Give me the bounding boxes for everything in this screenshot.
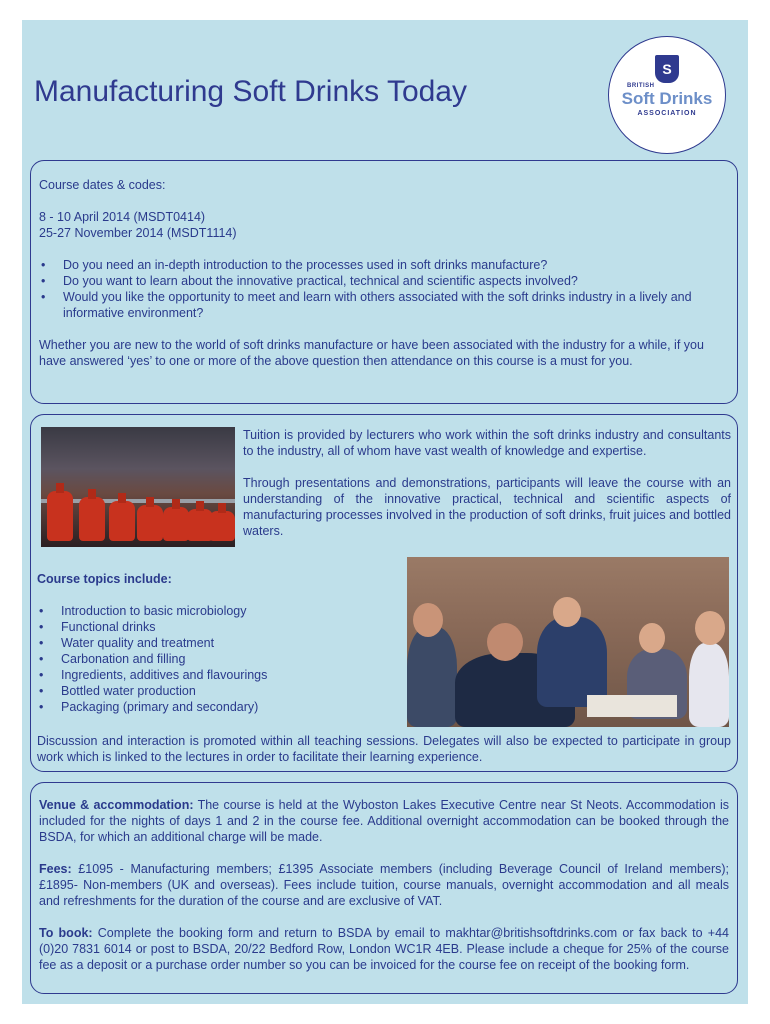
fees-label: Fees: — [39, 862, 72, 876]
venue-label: Venue & accommodation: — [39, 798, 194, 812]
list-item: • Introduction to basic microbiology — [37, 603, 397, 619]
list-item: • Functional drinks — [37, 619, 397, 635]
intro-paragraph: Tuition is provided by lecturers who work within the soft drinks industry and consultants to the industry, all of whom have vast wealth of knowledge and expertise. — [243, 428, 731, 458]
venue-text: The course is held at the Wyboston Lakes Executive Centre near St Neots. Accommodation is included for the nights of days 1 and 2 in the course fee. Additional overnight accommodation can be booked through the BSDA, for which an additional charge will be made. — [39, 798, 729, 844]
list-item: • Carbonation and filling — [37, 651, 397, 667]
book-label: To book: — [39, 926, 93, 940]
venue-paragraph — [39, 797, 729, 845]
tuition-box — [30, 414, 738, 772]
list-item: • Do you want to learn about the innovative practical, technical and scientific aspects involved? — [39, 273, 729, 289]
logo-british: BRITISH — [627, 83, 655, 89]
group-work-photo — [407, 557, 729, 727]
tuition-intro — [243, 427, 731, 539]
fees-text: £1095 - Manufacturing members; £1395 Associate members (including Beverage Council of Ireland members); £1895- Non-members (UK and overseas). Fees include tuition, course manuals, overnight accommodation and all meals and refreshments for the duration of the course and are exclusive of VAT. — [39, 862, 729, 908]
closing-paragraph: Whether you are new to the world of soft drinks manufacture or have been associated with the industry for a while, if you have answered ‘yes’ to one or more of the above question then attendance on this course is a must for you. — [39, 338, 704, 368]
logo-association: ASSOCIATION — [637, 110, 697, 117]
flyer-page — [22, 20, 748, 1004]
list-item: • Do you need an in-depth introduction to the processes used in soft drinks manufacture? — [39, 257, 729, 273]
bsda-crest-icon: S — [655, 55, 679, 83]
list-item: • Packaging (primary and secondary) — [37, 699, 397, 715]
intro-paragraph: Through presentations and demonstrations, participants will leave the course with an understanding of the innovative practical, technical and scientific aspects of manufacturing processes involved in the production of soft drinks, fruit juices and bottled waters. — [243, 476, 731, 538]
topics-list — [37, 603, 397, 715]
course-dates-heading: Course dates & codes: — [39, 178, 166, 192]
topics-heading: Course topics include: — [37, 572, 172, 586]
page-title: Manufacturing Soft Drinks Today — [34, 75, 467, 108]
list-item: • Bottled water production — [37, 683, 397, 699]
course-dates-box — [30, 160, 738, 404]
list-item: • Would you like the opportunity to meet and learn with others associated with the soft drinks industry in a lively and informative environment? — [39, 289, 729, 321]
course-topics — [37, 571, 397, 715]
discussion-paragraph: Discussion and interaction is promoted within all teaching sessions. Delegates will also be expected to participate in group work which is linked to the lectures in order to facilitate their learning experience. — [37, 734, 731, 764]
booking-paragraph — [39, 925, 729, 973]
bsda-logo — [608, 36, 726, 154]
logo-soft-drinks: Soft Drinks — [621, 89, 713, 108]
question-list — [39, 257, 729, 321]
venue-fees-box — [30, 782, 738, 994]
fees-paragraph — [39, 861, 729, 909]
list-item: • Water quality and treatment — [37, 635, 397, 651]
bottling-line-photo — [41, 427, 235, 547]
course-date: 25-27 November 2014 (MSDT1114) — [39, 226, 237, 240]
book-text: Complete the booking form and return to BSDA by email to makhtar@britishsoftdrinks.com or fax back to +44 (0)20 7831 6014 or post to BSDA, 20/22 Bedford Row, London WC1R 4EB. Please include a cheque for 25% of the course fee as a deposit or a purchase order number so you can be invoiced for the course fee on receipt of the booking form. — [39, 926, 729, 972]
list-item: • Ingredients, additives and flavourings — [37, 667, 397, 683]
course-date: 8 - 10 April 2014 (MSDT0414) — [39, 210, 206, 224]
